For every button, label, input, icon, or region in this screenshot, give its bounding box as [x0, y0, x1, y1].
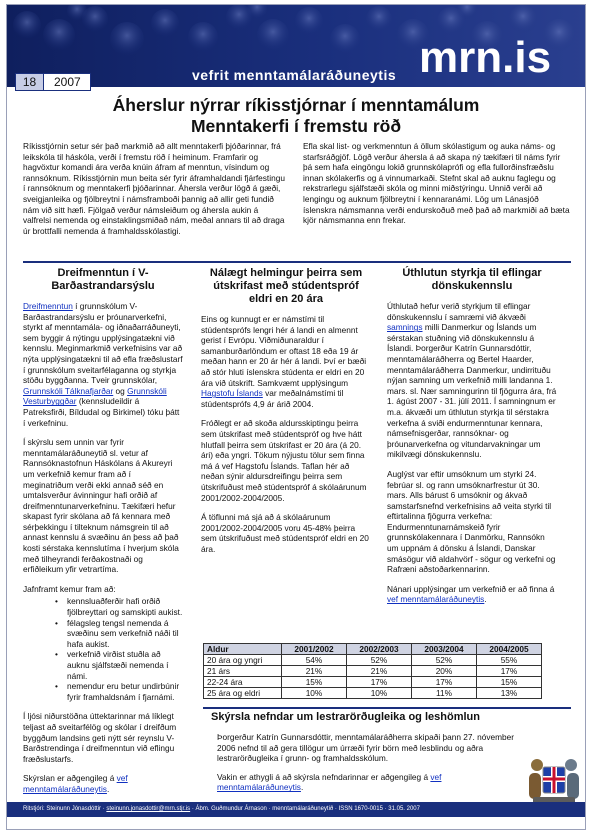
text: Skýrslan er aðgengileg á: [23, 773, 117, 784]
article-paragraph: [23, 301, 183, 428]
table-cell: 17%: [477, 666, 542, 677]
table-cell: 10%: [347, 688, 412, 699]
issue-number: 18: [16, 74, 44, 90]
table-cell: 11%: [412, 688, 477, 699]
site-tagline: vefrit menntamálaráðuneytis: [192, 67, 397, 83]
article-paragraph: Í skýrslu sem unnin var fyrir menntamálaráðuneytið sl. vetur af Rannsóknastofnun Háskólans á Akureyri um verkefnið kemur fram að í meginatriðum verði ekki annað séð en umtalsverður ávinningur hafi orðið af dreifmenntunarverkefninu. Tækifæri hefur skapast fyrir skólana að fá kennara með sérþekkingu í tilteknum námsgrein til að annast kennslu á svæðinu án þess að það kosti sérstaka kennslutíma í hverjum skóla með tilheyrandi ferðakostnaði og erfiðleikum yfir vetrartíma.: [23, 437, 179, 575]
article-donskukennsla: [387, 267, 557, 614]
hagstofa-link[interactable]: Hagstofu Íslands: [201, 388, 263, 399]
text: Nánari upplýsingar um verkefnið er að finna á: [387, 583, 555, 594]
table-header-cell: Aldur: [204, 644, 282, 655]
text: milli Danmerkur og Íslands um sérstakan stuðning við dönskukennslu á Íslandi. Þorgerður Katrín Gunnarsdóttir, menntamálaráðherra og Bertel Haarder, menntamálaráðherra Danmerkur, undirrituðu nýjan samning um verkefnið milli landanna 1. mars. sl. Nær samningurinn til fjögurra ára, frá 1. ágúst 2007 - 31. júlí 2011. Í samningnum er m.a. ákvæði um úthlutun styrkja til sérstakra verkefna á sviði endurmenntunar kennara, námsefnisgerðar, rannsóknar- og þróunarverkefna og vitundarvakningar um mikilvægi dönskukennslu.: [387, 322, 557, 460]
article-paragraph: Á töflunni má sjá að á skólaárunum 2001/2002-2004/2005 voru 45-48% þeirra sem útskrifuðust með stúdentspróf eldri en 20 ára.: [201, 512, 369, 554]
editor-email-link[interactable]: steinunn.jonasdottir@mrn.stjr.is: [106, 806, 191, 812]
text: og: [113, 385, 128, 396]
table-cell: 52%: [412, 655, 477, 666]
main-title-line2: Menntakerfi í fremstu röð: [190, 116, 402, 136]
text: .: [484, 594, 487, 605]
intro-right: Efla skal list- og verkmenntun á öllum skólastigum og auka náms- og starfsráðgjöf. Lögð verður áhersla á að skapa ný tækifæri til náms fyrir þá sem hafa eingöngu lokið grunnskólaprófi og efla fullorðinsfræðslu innan skólakerfis og á vinnumarkaði. Stefnt skal að auknu faglegu og rekstrarlegu sjálfstæði skóla og minni miðstýringu. Unnið verði að lengingu og auknum fjölbreytni í kennaranámi. Lög um Lánasjóð íslenskra námsmanna verði endurskoðuð með það að markmiði að bæta kjör námsmanna enn frekar.: [303, 141, 570, 226]
article-lestrarordugleikar: [207, 711, 519, 801]
table-row: [204, 666, 542, 677]
list-item: • verkefnið virðist stuðla að auknu sjálfstæði nemenda í námi.: [67, 649, 183, 681]
issue-year: 2007: [54, 75, 81, 89]
article-paragraph: [387, 584, 557, 605]
text: í grunnskólum V-Barðastrandarsýslu er þróunarverkefni, styrkt af menntamála- og iðnaðarráðuneyti, sem byggir á nýtingu upplýsingatækni við kennslu. Meginmarkmið verkefnisins var að nýta upplýsingatækni til að efla fræðslustarf í grunnskólum sveitarfélaganna og styrkja stöðu byggðanna. Tveir grunnskólar,: [23, 301, 183, 386]
table-header-cell: 2001/2002: [282, 644, 347, 655]
table-header-cell: 2002/2003: [347, 644, 412, 655]
ministry-web-link[interactable]: vef menntamálaráðuneytis: [217, 771, 442, 793]
section-divider: [203, 707, 571, 709]
list-item: • nemendur eru betur undirbúnir fyrir framhaldsnám í fjarnámi.: [67, 681, 183, 702]
article-title: Úthlutun styrkja til eflingar dönskukennslu: [402, 267, 542, 292]
main-title-line1: Áherslur nýrrar ríkisstjórnar í menntamálum: [112, 95, 480, 115]
age-distribution-table: [203, 643, 542, 699]
footer-bar: [7, 802, 585, 817]
section-divider: [23, 261, 571, 263]
table-row: [204, 677, 542, 688]
table-cell: 17%: [412, 677, 477, 688]
article-paragraph: [201, 314, 371, 409]
table-cell: 15%: [282, 677, 347, 688]
ministry-web-link[interactable]: vef menntamálaráðuneytis: [387, 594, 485, 605]
table-row: [204, 655, 542, 666]
table-header-cell: 2004/2005: [477, 644, 542, 655]
footer-text: · Ábm. Guðmundur Árnason · menntamálaráðuneytið · ISSN 1670-0015 · 31.05. 2007: [190, 806, 420, 812]
grunnskoli-vesturbyggdar-link[interactable]: Grunnskóli Vesturbyggðar: [23, 385, 167, 407]
article-paragraph: [387, 301, 557, 460]
table-cell: 55%: [477, 655, 542, 666]
article-paragraph: [23, 773, 183, 794]
article-dreifmenntun: [23, 267, 183, 804]
article-studentsprof: [201, 267, 371, 563]
text: var meðalnámstími til stúdentsprófs 4,9 ár árið 2004.: [201, 388, 344, 409]
table-cell: 21%: [347, 666, 412, 677]
text: (kennsludeildir á Patreksfirði, Bíldudal og Birkimel) tóku þátt í verkefninu.: [23, 396, 180, 428]
main-title: [7, 95, 585, 137]
table-cell: 52%: [347, 655, 412, 666]
table-header-cell: 2003/2004: [412, 644, 477, 655]
article-paragraph: Auglýst var eftir umsóknum um styrki 24. febrúar sl. og rann umsóknarfrestur út 30. mars. Alls bárust 6 umsóknir og ákvað samstarfsnefnd verkefnisins að veita styrki til eftirtalinna fjögurra verkefna: Endurmenntunarnámskeið fyrir grunnskólakennara í Danmörku, Rannsókn um uppnám á dönsku á Íslandi, Danskar smásögur við aldahvörf - sögur og verkefni og Rafræni aðstoðarkennarinn.: [387, 468, 556, 575]
table-cell: 54%: [282, 655, 347, 666]
findings-list: [67, 596, 183, 702]
article-paragraph: Fróðlegt er að skoða aldursskiptingu þeirra sem útskrifast með stúdentspróf og hve hátt hlutfall þeirra sem útskrifast er 20 ára (á 20. ári) eða yngri. Tökum nýjustu tölur sem finna má á vef Hagstofu Íslands. Taflan hér að neðan sýnir aldursdreifingu þeirra sem útskrifuðust með stúdentspróf á skólaárunum 2001/2002-2004/2005.: [201, 418, 367, 503]
list-intro: Jafnframt kemur fram að:: [23, 583, 116, 594]
table-cell: 21 árs: [204, 666, 282, 677]
list-item: • félagsleg tengsl nemenda á svæðinu sem verkefnið náði til hafa aukist.: [67, 618, 183, 650]
article-title: Skýrsla nefndar um lestrarörðugleika og leshömlun: [211, 711, 480, 723]
dreifmenntun-link[interactable]: Dreifmenntun: [23, 301, 73, 311]
newsletter-page: [6, 4, 586, 830]
article-paragraph: Þorgerður Katrín Gunnarsdóttir, menntamálaráðherra skipaði þann 27. nóvember 2006 nefnd til að gera tillögur um úrræði fyrir börn með lesblindu og aðra lestrarörðugleika í grunn- og framhaldsskólum.: [217, 732, 515, 764]
table-cell: 20 ára og yngri: [204, 655, 282, 666]
issue-box: [15, 73, 91, 91]
list-item: • kennsluaðferðir hafi orðið fjölbreyttari og samskipti aukist.: [67, 596, 183, 617]
text: .: [106, 783, 110, 794]
ministry-web-link[interactable]: vef menntamálaráðuneytis: [23, 773, 128, 794]
text: Eins og kunnugt er er námstími til stúdentsprófs lengri hér á landi en almennt gerist í Evrópu. Viðmiðunaraldur í samanburðarlöndum er oftast 18 eða 19 ár meðan hann er 20 ár hér á landi. Því er bæði að stór hluti íslenskra stúdenta er eldri en 20 ára við útskrift. Samkvæmt upplýsingum: [201, 314, 367, 388]
article-paragraph: Í ljósi niðurstöðna úttektarinnar má líklegt teljast að sveitarfélög og skólar í dreifðum byggðum landsins geti nýtt sér reynslu V-Barðstrendinga í dreifmenntun við eflingu fræðslustarfs.: [23, 711, 177, 764]
table-cell: 22-24 ára: [204, 677, 282, 688]
table-cell: 17%: [347, 677, 412, 688]
grunnskoli-talknafjardar-link[interactable]: Grunnskóli Tálknafjarðar: [23, 385, 114, 396]
table-cell: 10%: [282, 688, 347, 699]
samnings-link[interactable]: samnings: [387, 322, 423, 333]
article-paragraph: [217, 772, 519, 793]
text: Vakin er athygli á að skýrsla nefndarinnar er aðgengileg á: [217, 771, 431, 782]
text: Úthlutað hefur verið styrkjum til eflingar dönskukennslu í samræmi við ákvæði: [387, 301, 531, 322]
table-cell: 20%: [412, 666, 477, 677]
footer-text: Ritstjóri: Steinunn Jónasdóttir ·: [23, 806, 107, 812]
table-row: [204, 688, 542, 699]
intro-left: Ríkisstjórnin setur sér það markmið að allt menntakerfi þjóðarinnar, frá leikskóla til háskóla, verði í fremstu röð í heiminum. Framfarir og hagvöxtur komandi ára verða knúin áfram af menntun, vísindum og rannsóknum. Ríkisstjórnin mun beita sér fyrir áframhaldandi fjárfestingu í rannsóknum og menntakerfi þjóðarinnar. Áhersla verður lögð á gæði, sveigjanleika og fjölbreytni í námsframboði þannig að allir geti fundið nám við sitt hæfi. Fjölgað verður námsleiðum og áhersla aukin á valfrelsi nemenda og einstaklingsmiðað nám, meðal annars til að draga úr brottfalli nemenda á framhaldsskólastigi.: [23, 141, 285, 236]
header-banner: [7, 5, 585, 87]
text: .: [300, 782, 304, 793]
table-cell: 15%: [477, 677, 542, 688]
table-cell: 21%: [282, 666, 347, 677]
site-logo: mrn.is: [419, 33, 552, 82]
article-title: Nálægt helmingur þeirra sem útskrifast með stúdentspróf eldri en 20 ára: [209, 267, 363, 305]
table-cell: 13%: [477, 688, 542, 699]
table-cell: 25 ára og eldri: [204, 688, 282, 699]
article-title: Dreifmenntun í V-Barðastrandarsýslu: [51, 267, 155, 292]
table-header-row: [204, 644, 542, 655]
